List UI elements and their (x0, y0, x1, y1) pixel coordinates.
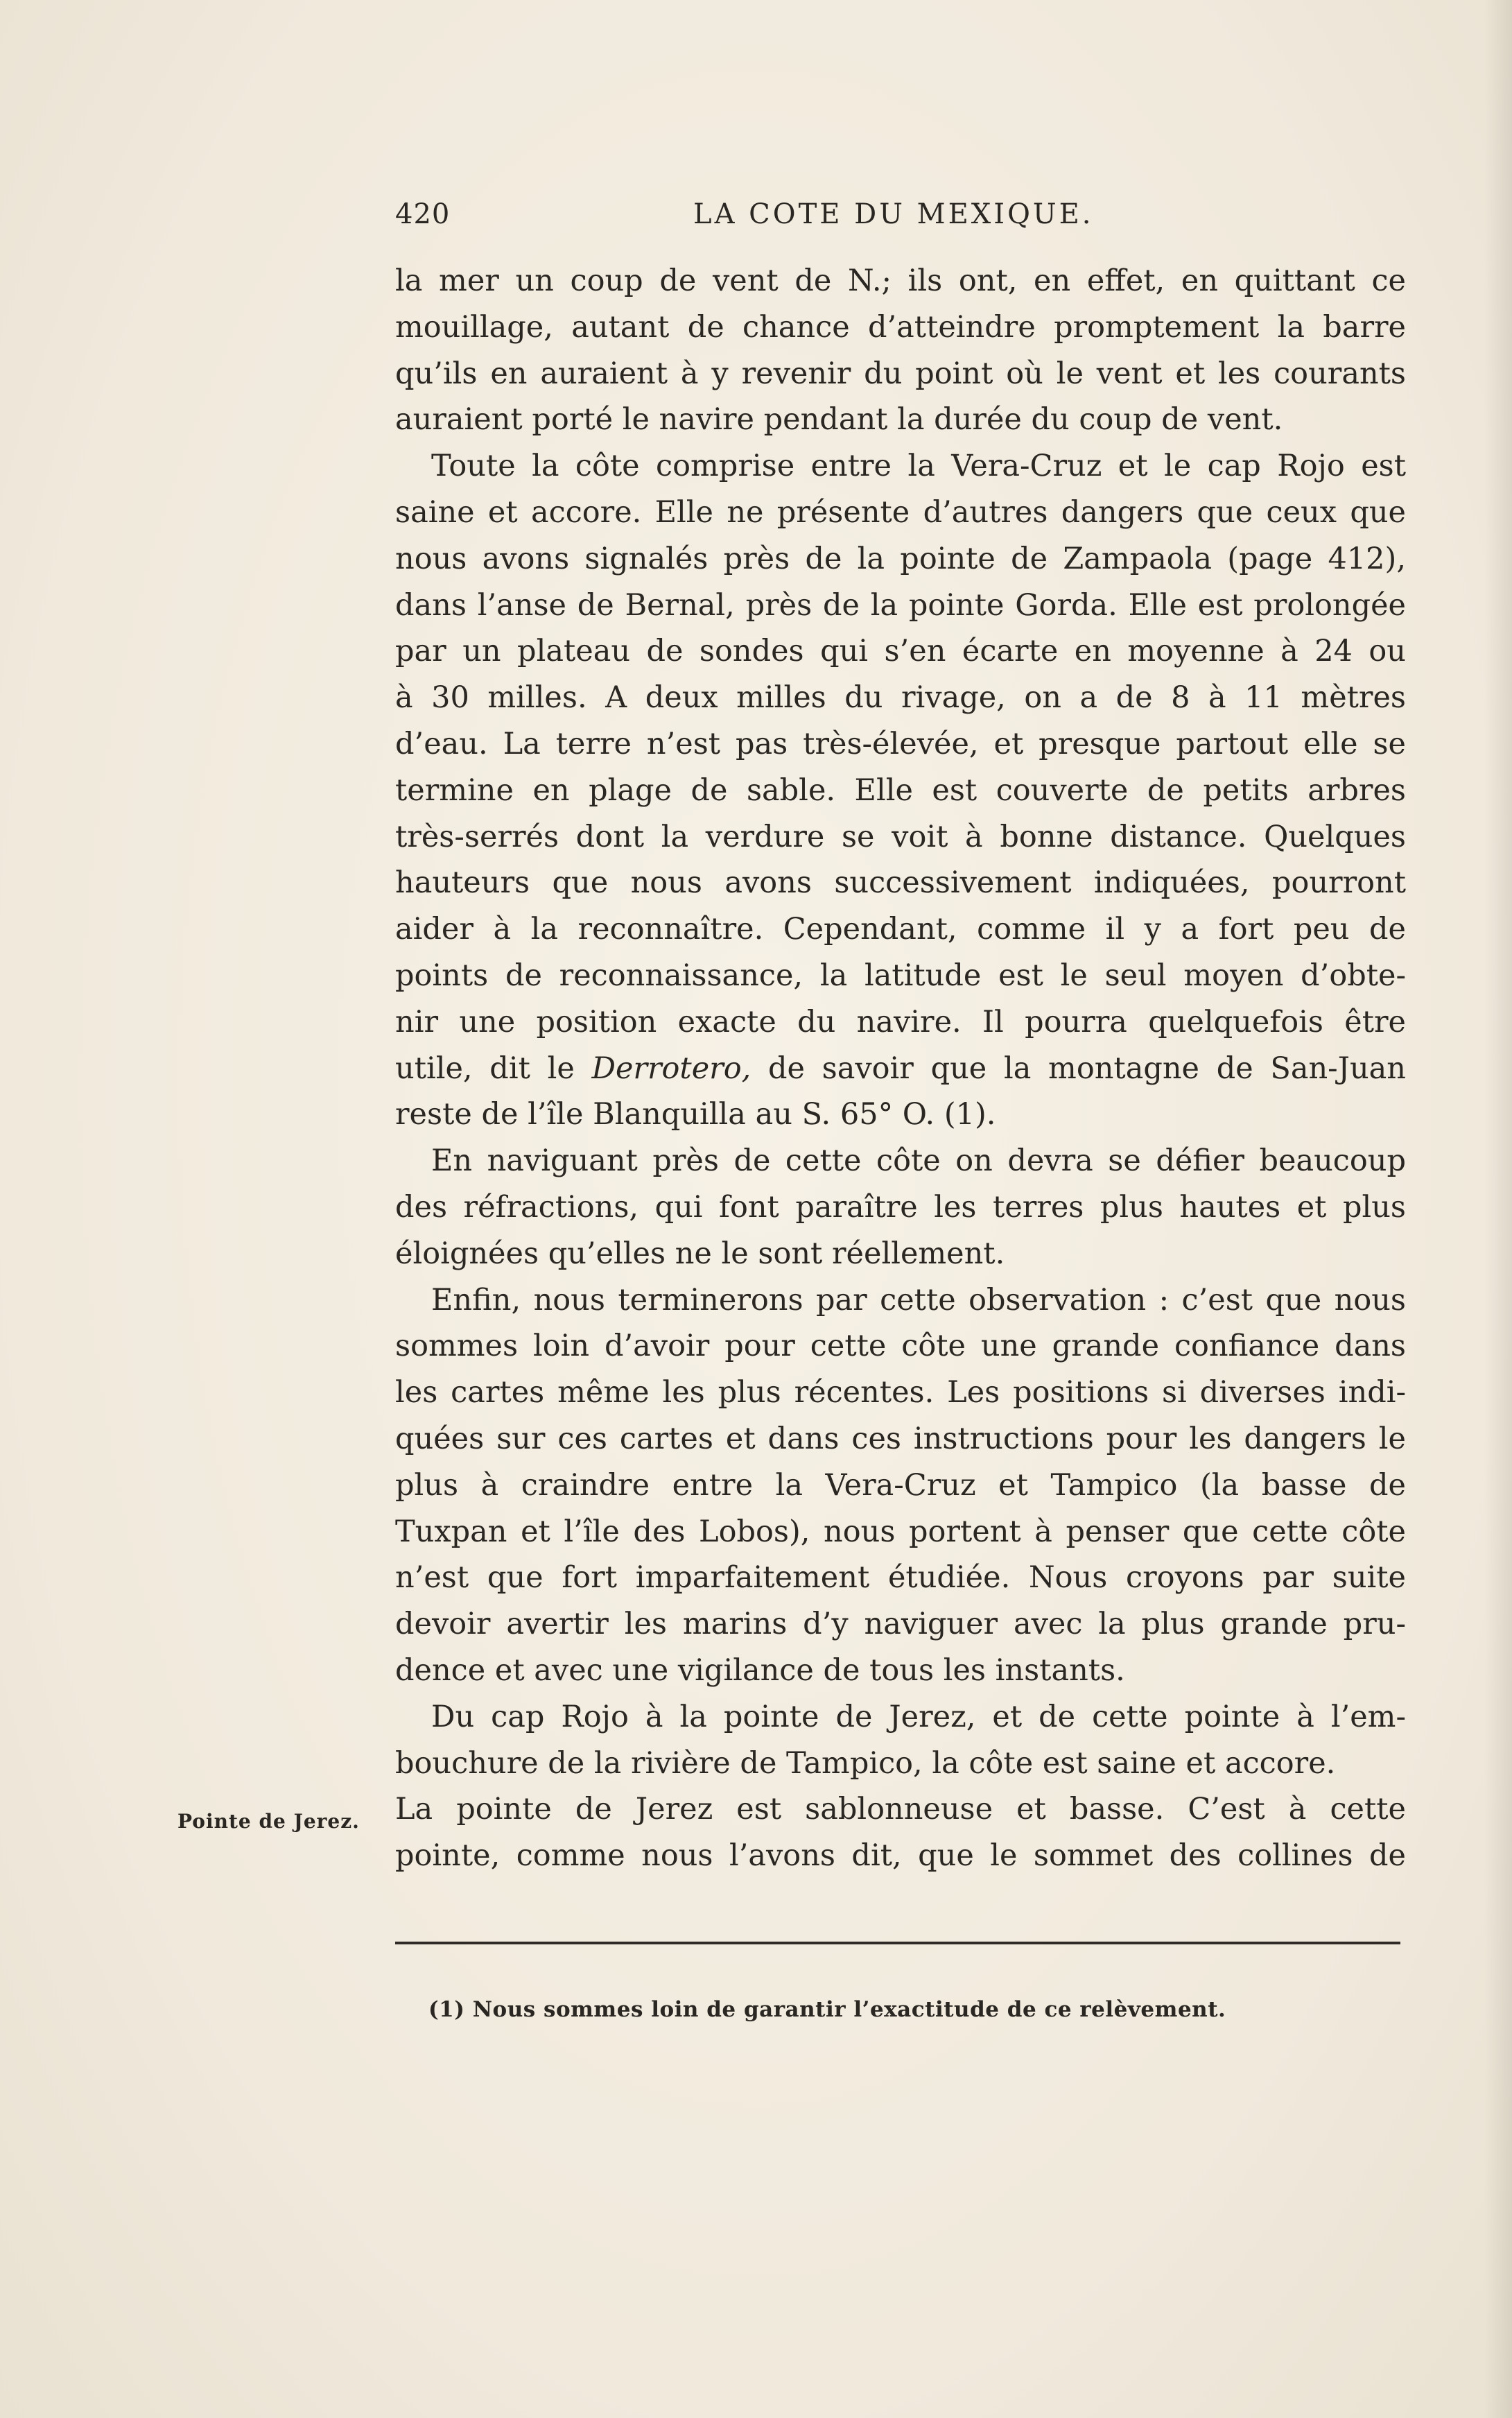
text-line: Tuxpan et l’île des Lobos), nous portent à penser que cette côte (395, 1514, 1406, 1549)
text-line: quées sur ces cartes et dans ces instructions pour les dangers le (395, 1421, 1406, 1456)
page-number: 420 (395, 198, 451, 230)
text-line: hauteurs que nous avons successivement indiquées, pourront (395, 865, 1406, 901)
text-line: n’est que fort imparfaitement étudiée. Nous croyons par suite (395, 1560, 1406, 1596)
text-line: pointe, comme nous l’avons dit, que le sommet des collines de (395, 1838, 1406, 1874)
text-line-head: utile, dit le (395, 1051, 575, 1086)
page-edge-shadow (1484, 0, 1512, 2418)
text-line: la mer un coup de vent de N.; ils ont, en effet, en quittant ce (395, 264, 1406, 298)
text-line: sommes loin d’avoir pour cette côte une grande confiance dans (395, 1329, 1406, 1364)
text-line: termine en plage de sable. Elle est couverte de petits arbres (395, 772, 1406, 808)
text-line: saine et accore. Elle ne présente d’autres dangers que ceux que (395, 494, 1406, 530)
text-line: auraient porté le navire pendant la durée du coup de vent. (395, 402, 1283, 438)
text-line: mouillage, autant de chance d’atteindre promptement la barre (395, 309, 1406, 345)
text-line: dans l’anse de Bernal, près de la pointe Gorda. Elle est prolongée (395, 587, 1406, 623)
text-line: nous avons signalés près de la pointe de Zampaola (page 412), (395, 541, 1406, 576)
text-line: plus à craindre entre la Vera-Cruz et Tampico (la basse de (395, 1467, 1406, 1503)
text-line: En naviguant près de cette côte on devra se défier beaucoup (431, 1143, 1406, 1179)
text-line: par un plateau de sondes qui s’en écarte en moyenne à 24 ou (395, 634, 1406, 669)
text-line: reste de l’île Blanquilla au S. 65° O. (1). (395, 1097, 996, 1132)
italic-work-title: Derrotero, (591, 1051, 751, 1086)
text-line: La pointe de Jerez est sablonneuse et basse. C’est à cette (395, 1792, 1406, 1827)
text-line: à 30 milles. A deux milles du rivage, on a de 8 à 11 mètres (395, 680, 1406, 716)
text-line: éloignées qu’elles ne le sont réellement. (395, 1236, 1005, 1271)
text-line: d’eau. La terre n’est pas très-élevée, et presque partout elle se (395, 726, 1406, 761)
footnote: (1) Nous sommes loin de garantir l’exactitude de ce relèvement. (428, 1997, 1226, 2022)
text-line: points de reconnaissance, la latitude est le seul moyen d’obte- (395, 958, 1406, 993)
text-line: devoir avertir les marins d’y naviguer avec la plus grande pru- (395, 1607, 1406, 1642)
text-line: nir une position exacte du navire. Il pourra quelquefois être (395, 1004, 1406, 1039)
running-title: LA COTE DU MEXIQUE. (693, 198, 1094, 230)
text-line: les cartes même les plus récentes. Les positions si diverses indi- (395, 1375, 1406, 1410)
text-line: dence et avec une vigilance de tous les instants. (395, 1652, 1125, 1688)
text-line: Toute la côte comprise entre la Vera-Cruz et le cap Rojo est (431, 449, 1406, 484)
page-header (395, 198, 1407, 240)
footnote-rule (395, 1942, 1400, 1944)
text-line: aider à la reconnaître. Cependant, comme il y a fort peu de (395, 912, 1406, 947)
text-line: Du cap Rojo à la pointe de Jerez, et de cette pointe à l’em- (431, 1699, 1406, 1734)
text-line: bouchure de la rivière de Tampico, la côte est saine et accore. (395, 1745, 1336, 1781)
text-line: des réfractions, qui font paraître les terres plus hautes et plus (395, 1189, 1406, 1225)
body-text (395, 258, 1406, 1879)
text-line: très-serrés dont la verdure se voit à bonne distance. Quelques (395, 819, 1406, 854)
text-line: qu’ils en auraient à y revenir du point où le vent et les courants (395, 356, 1406, 391)
text-line-with-italic (395, 1046, 1406, 1092)
text-line-tail: de savoir que la montagne de San-Juan (767, 1051, 1406, 1086)
text-line: Enfin, nous terminerons par cette observation : c’est que nous (431, 1282, 1406, 1318)
margin-note: Pointe de Jerez. (177, 1810, 360, 1833)
